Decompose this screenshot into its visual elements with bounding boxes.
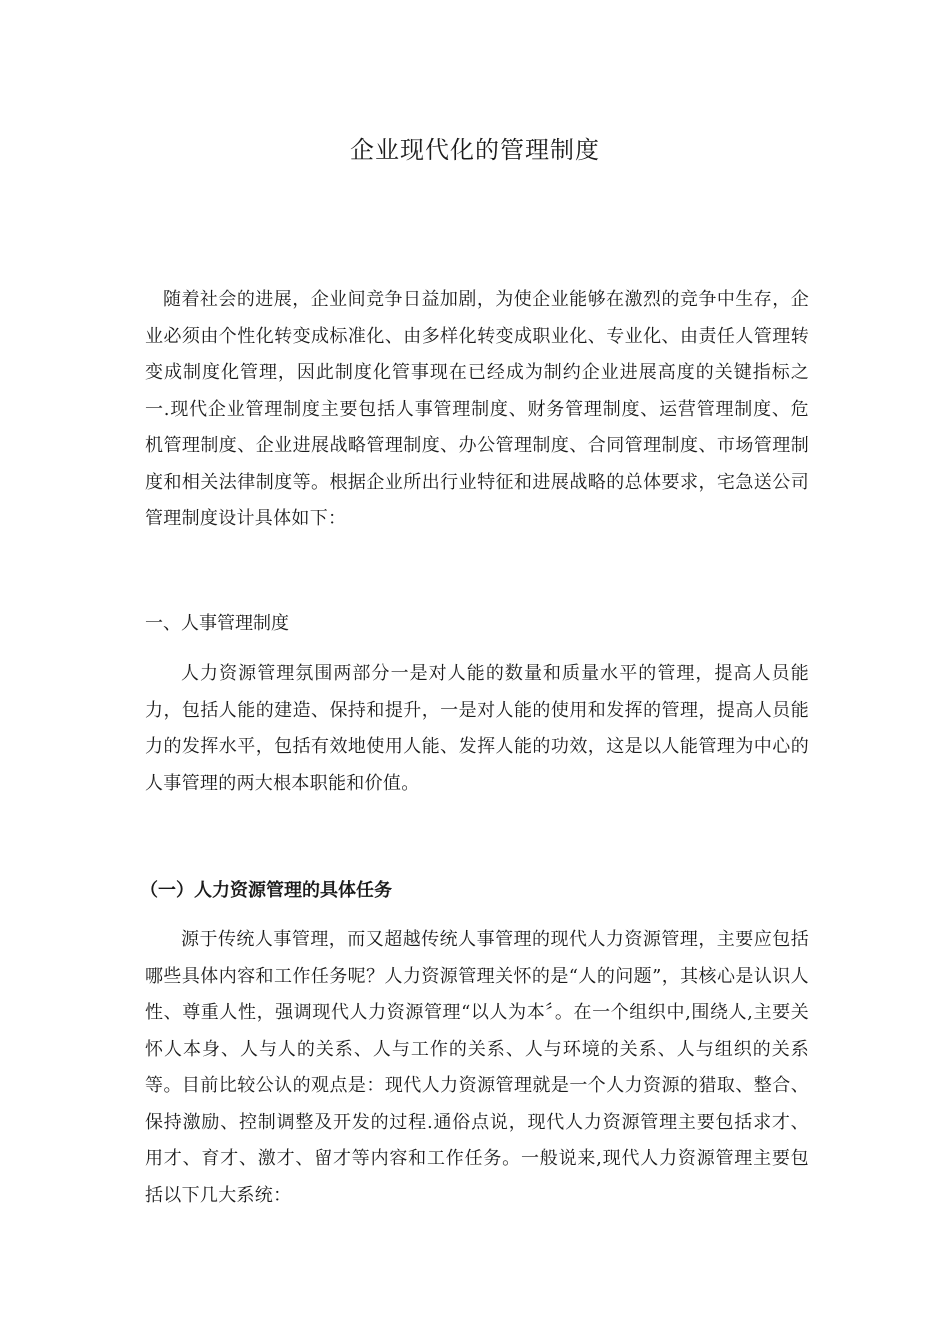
subsection-paragraph-tasks: 源于传统人事管理，而又超越传统人事管理的现代人力资源管理，主要应包括哪些具体内容和工作任务呢？人力资源管理关怀的是“人的问题”，其核心是认识人性、尊重人性，强调现代人力资源管理“以人为本〞。在一个组织中,围绕人,主要关怀人本身、人与人的关系、人与工作的关系、人与环境的关系、人与组织的关系等。目前比较公认的观点是：现代人力资源管理就是一个人力资源的猎取、整合、保持激励、控制调整及开发的过程.通俗点说，现代人力资源管理主要包括求才、用才、育才、激才、留才等内容和工作任务。一般说来,现代人力资源管理主要包括以下几大系统： xyxy=(145,929,809,1206)
document-title: 企业现代化的管理制度 xyxy=(350,136,600,164)
section-paragraph-hr: 人力资源管理氛围两部分一是对人能的数量和质量水平的管理，提高人员能力，包括人能的建造、保持和提升，一是对人能的使用和发挥的管理，提高人员能力的发挥水平，包括有效地使用人能、发挥人能的功效，这是以人能管理为中心的人事管理的两大根本职能和价值。 xyxy=(145,663,809,794)
section-heading-hr: 一、人事管理制度 xyxy=(145,613,289,634)
intro-paragraph: 随着社会的进展，企业间竞争日益加剧，为使企业能够在激烈的竞争中生存，企业必须由个性化转变成标准化、由多样化转变成职业化、专业化、由责任人管理转变成制度化管理，因此制度化管事现在已经成为制约企业进展高度的关键指标之一.现代企业管理制度主要包括人事管理制度、财务管理制度、运营管理制度、危机管理制度、企业进展战略管理制度、办公管理制度、合同管理制度、市场管理制度和相关法律制度等。根据企业所出行业特征和进展战略的总体要求，宅急送公司管理制度设计具体如下： xyxy=(145,289,809,529)
subsection-heading-tasks: （一）人力资源管理的具体任务 xyxy=(140,880,392,901)
